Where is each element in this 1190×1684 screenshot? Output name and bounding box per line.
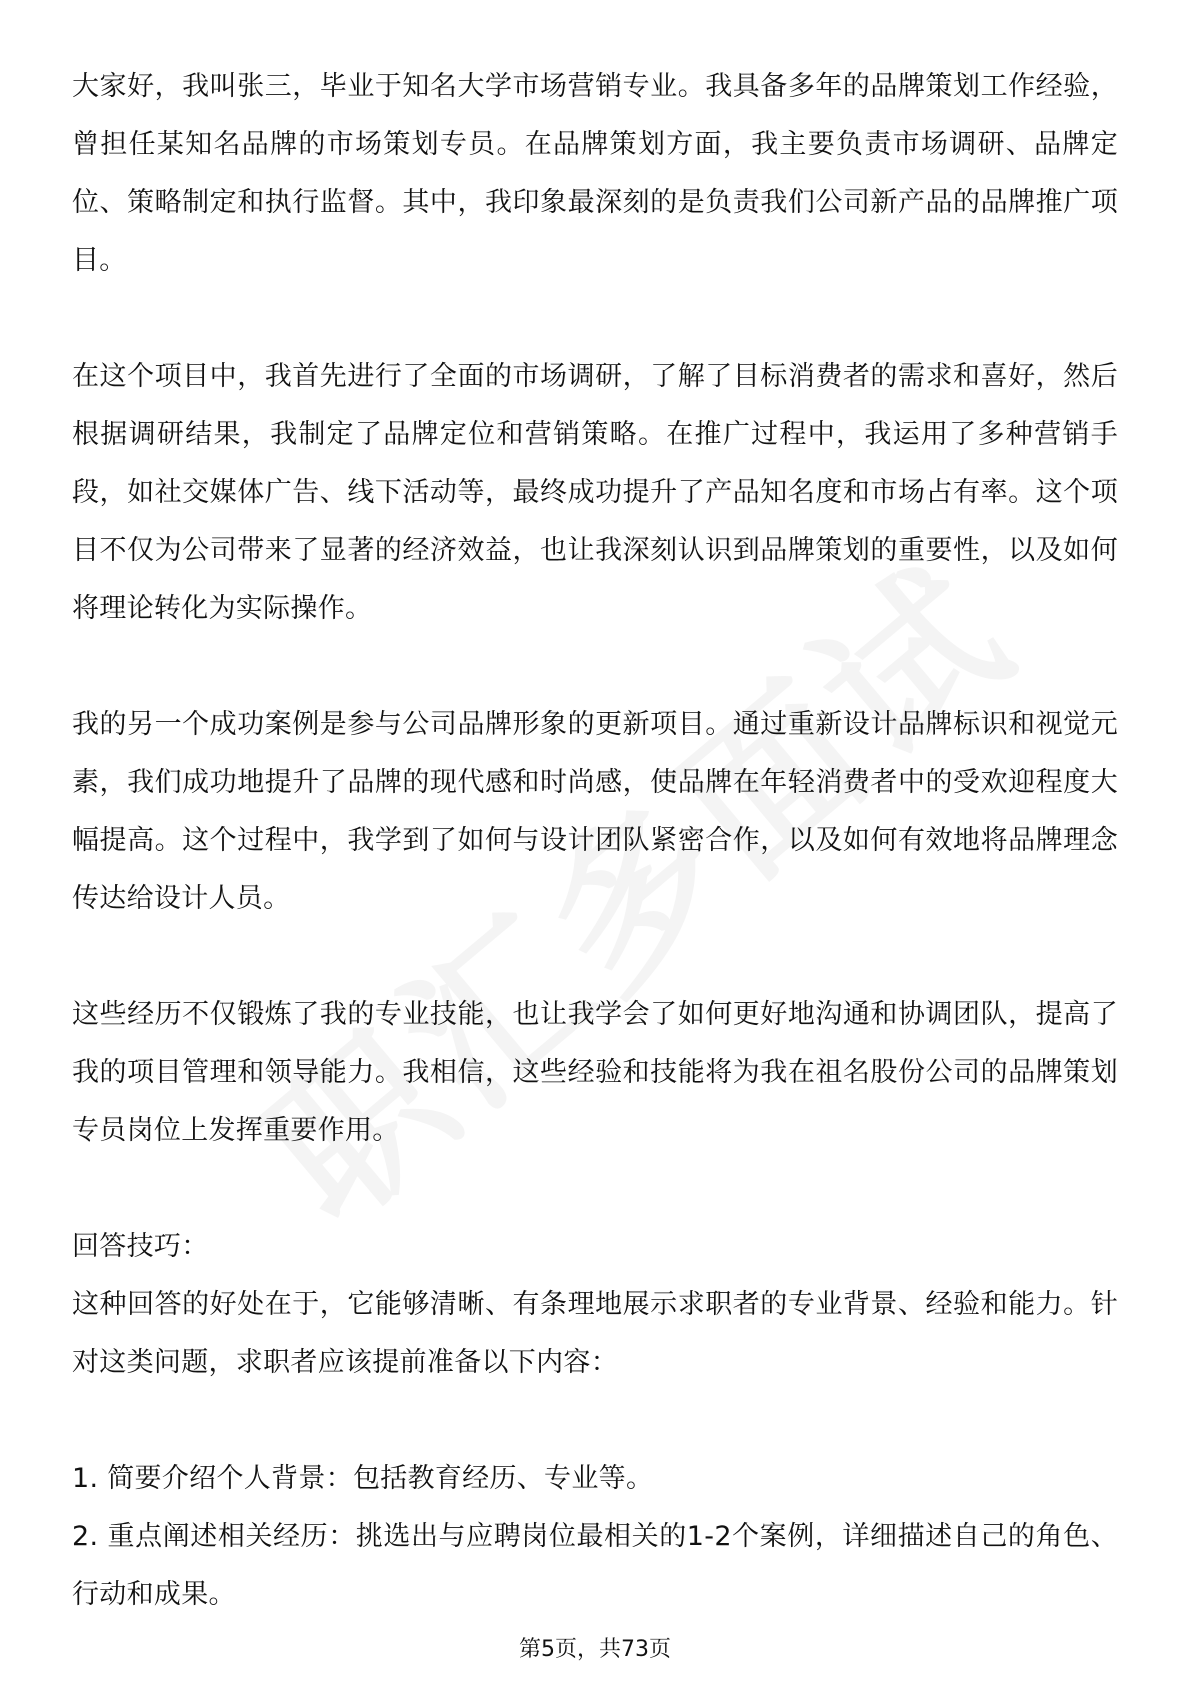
paragraph-spacer bbox=[72, 928, 1118, 986]
page-number: 第5页，共73页 bbox=[519, 1637, 671, 1662]
paragraph-spacer bbox=[72, 638, 1118, 696]
tips-heading: 回答技巧： bbox=[72, 1231, 209, 1262]
paragraph-spacer bbox=[72, 1392, 1118, 1450]
tips-intro: 这种回答的好处在于，它能够清晰、有条理地展示求职者的专业背景、经验和能力。针对这类问题，求职者应该提前准备以下内容： bbox=[72, 1289, 1118, 1378]
document-body bbox=[72, 58, 1118, 1624]
paragraph-intro: 大家好，我叫张三，毕业于知名大学市场营销专业。我具备多年的品牌策划工作经验，曾担任某知名品牌的市场策划专员。在品牌策划方面，我主要负责市场调研、品牌定位、策略制定和执行监督。其中，我印象最深刻的是负责我们公司新产品的品牌推广项目。 bbox=[72, 71, 1118, 276]
paragraph-project: 在这个项目中，我首先进行了全面的市场调研，了解了目标消费者的需求和喜好，然后根据调研结果，我制定了品牌定位和营销策略。在推广过程中，我运用了多种营销手段，如社交媒体广告、线下活动等，最终成功提升了产品知名度和市场占有率。这个项目不仅为公司带来了显著的经济效益，也让我深刻认识到品牌策划的重要性，以及如何将理论转化为实际操作。 bbox=[72, 361, 1118, 624]
paragraph-summary: 这些经历不仅锻炼了我的专业技能，也让我学会了如何更好地沟通和协调团队，提高了我的项目管理和领导能力。我相信，这些经验和技能将为我在祖名股份公司的品牌策划专员岗位上发挥重要作用。 bbox=[72, 999, 1118, 1146]
tips-item: 1. 简要介绍个人背景：包括教育经历、专业等。 bbox=[72, 1463, 654, 1494]
tips-item: 2. 重点阐述相关经历：挑选出与应聘岗位最相关的1-2个案例，详细描述自己的角色、行动和成果。 bbox=[72, 1521, 1118, 1610]
paragraph-case: 我的另一个成功案例是参与公司品牌形象的更新项目。通过重新设计品牌标识和视觉元素，我们成功地提升了品牌的现代感和时尚感，使品牌在年轻消费者中的受欢迎程度大幅提高。这个过程中，我学到了如何与设计团队紧密合作，以及如何有效地将品牌理念传达给设计人员。 bbox=[72, 709, 1118, 914]
paragraph-spacer bbox=[72, 290, 1118, 348]
paragraph-spacer bbox=[72, 1160, 1118, 1218]
